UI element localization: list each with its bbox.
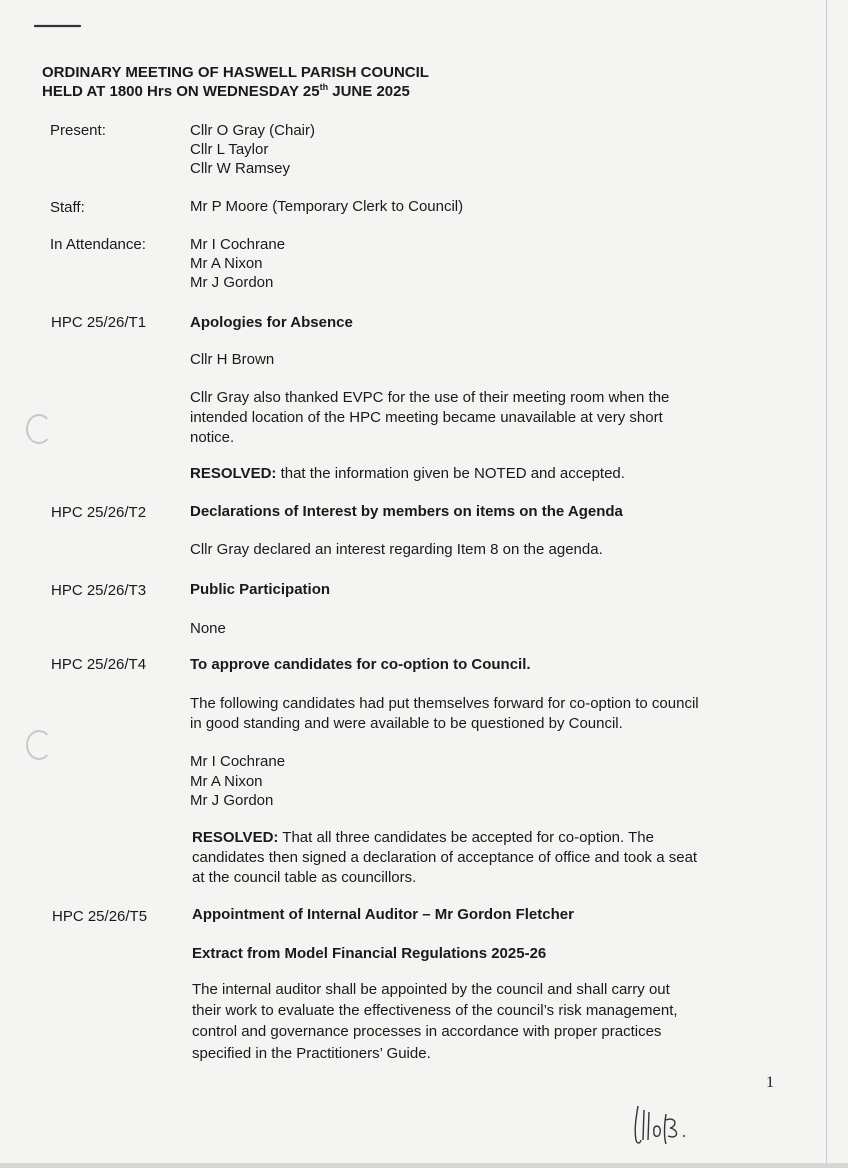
item-t3-text: None	[190, 620, 226, 637]
punch-hole-lower	[26, 730, 52, 760]
item-t1-paragraph: intended location of the HPC meeting became unavailable at very short	[190, 409, 663, 426]
item-t5-subheading: Extract from Model Financial Regulations 2025-26	[192, 945, 547, 962]
item-t4-resolution-line: candidates then signed a declaration of acceptance of office and took a seat	[192, 849, 698, 866]
item-t5-paragraph: The internal auditor shall be appointed by the council and shall carry out	[192, 981, 670, 998]
document-title-line2: HELD AT 1800 Hrs ON WEDNESDAY 25th JUNE 2025	[42, 82, 410, 100]
item-ref-t4: HPC 25/26/T4	[51, 656, 147, 673]
page-bottom-edge	[0, 1163, 848, 1168]
present-name: Cllr L Taylor	[190, 141, 269, 158]
punch-hole-upper	[26, 414, 52, 444]
staff-name: Mr P Moore (Temporary Clerk to Council)	[190, 198, 464, 215]
present-name: Cllr O Gray (Chair)	[190, 122, 316, 139]
item-heading-t5: Appointment of Internal Auditor – Mr Gordon Fletcher	[192, 906, 574, 923]
item-ref-t5: HPC 25/26/T5	[52, 908, 148, 925]
item-t1-resolution: RESOLVED: that the information given be NOTED and accepted.	[190, 465, 625, 482]
item-heading-t1: Apologies for Absence	[190, 314, 353, 331]
item-t1-text: Cllr H Brown	[190, 351, 275, 368]
staple-mark	[34, 24, 82, 28]
attendance-name: Mr J Gordon	[190, 274, 274, 291]
item-t4-resolution: RESOLVED: That all three candidates be accepted for co-option. The	[192, 829, 654, 846]
item-t5-paragraph: control and governance processes in accordance with proper practices	[192, 1023, 662, 1040]
page-number: 1	[766, 1074, 774, 1091]
item-t5-paragraph: specified in the Practitioners’ Guide.	[192, 1045, 431, 1062]
candidate-name: Mr I Cochrane	[190, 753, 286, 770]
item-ref-t2: HPC 25/26/T2	[51, 504, 147, 521]
item-t1-paragraph: Cllr Gray also thanked EVPC for the use of their meeting room when the	[190, 389, 670, 406]
document-title-line1: ORDINARY MEETING OF HASWELL PARISH COUNCIL	[42, 64, 429, 81]
item-t1-paragraph: notice.	[190, 429, 235, 446]
attendance-label: In Attendance:	[50, 236, 146, 253]
item-t4-paragraph: in good standing and were available to be questioned by Council.	[190, 715, 623, 732]
staff-label: Staff:	[50, 199, 85, 216]
present-name: Cllr W Ramsey	[190, 160, 290, 177]
candidate-name: Mr J Gordon	[190, 792, 274, 809]
handwritten-initials	[630, 1100, 694, 1148]
item-ref-t1: HPC 25/26/T1	[51, 314, 147, 331]
item-heading-t3: Public Participation	[190, 581, 331, 598]
attendance-name: Mr I Cochrane	[190, 236, 286, 253]
candidate-name: Mr A Nixon	[190, 773, 263, 790]
item-heading-t2: Declarations of Interest by members on items on the Agenda	[190, 503, 623, 520]
item-t5-paragraph: their work to evaluate the effectiveness of the council’s risk management,	[192, 1002, 678, 1019]
item-ref-t3: HPC 25/26/T3	[51, 582, 147, 599]
page-edge	[826, 0, 827, 1168]
item-t4-paragraph: The following candidates had put themselves forward for co-option to council	[190, 695, 699, 712]
item-t4-resolution-line: at the council table as councillors.	[192, 869, 417, 886]
item-t2-text: Cllr Gray declared an interest regarding Item 8 on the agenda.	[190, 541, 603, 558]
attendance-name: Mr A Nixon	[190, 255, 263, 272]
item-heading-t4: To approve candidates for co-option to Council.	[190, 656, 531, 673]
present-label: Present:	[50, 122, 106, 139]
